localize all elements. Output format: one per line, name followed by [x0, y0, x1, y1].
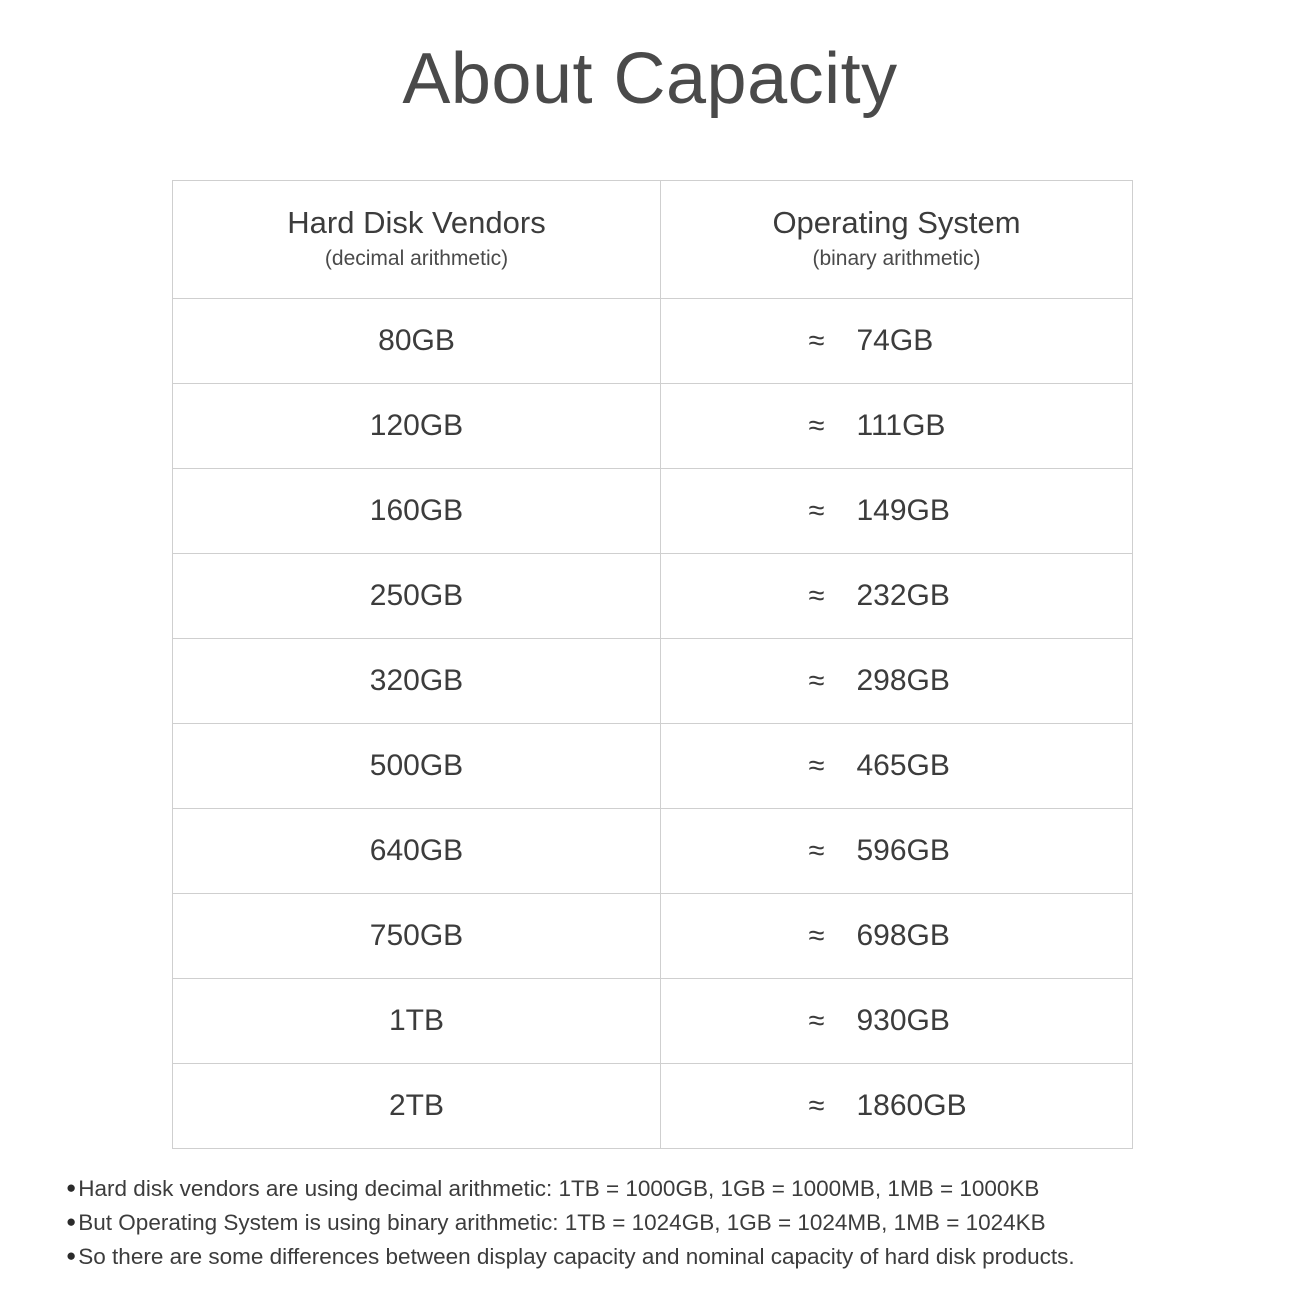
column-header-vendors-sub: (decimal arithmetic) — [324, 247, 509, 271]
capacity-table — [172, 180, 1133, 1149]
approximately-equal-icon: ≈ — [808, 579, 825, 612]
cell-os-capacity — [661, 554, 1133, 639]
cell-vendor-capacity: 160GB — [173, 469, 661, 554]
cell-os-capacity-value: 149GB — [856, 494, 950, 527]
cell-vendor-capacity: 80GB — [173, 299, 661, 384]
table-row — [173, 979, 1133, 1064]
approximately-equal-icon: ≈ — [808, 494, 825, 527]
cell-os-capacity — [661, 1064, 1133, 1149]
note-text: Hard disk vendors are using decimal arithmetic: 1TB = 1000GB, 1GB = 1000MB, 1MB = 1000KB — [78, 1176, 1040, 1201]
approximately-equal-icon: ≈ — [808, 324, 825, 357]
cell-os-capacity-value: 232GB — [856, 579, 950, 612]
cell-os-capacity — [661, 809, 1133, 894]
approximately-equal-icon: ≈ — [808, 409, 825, 442]
notes-list — [66, 1172, 1246, 1275]
page-title: About Capacity — [402, 39, 898, 119]
approximately-equal-icon: ≈ — [808, 919, 825, 952]
note-text: But Operating System is using binary arithmetic: 1TB = 1024GB, 1GB = 1024MB, 1MB = 1024KB — [78, 1210, 1046, 1236]
note-item — [66, 1172, 1246, 1206]
table-header-row — [173, 181, 1133, 299]
cell-os-capacity — [661, 384, 1133, 469]
cell-os-capacity — [661, 299, 1133, 384]
table-row — [173, 384, 1133, 469]
bullet-icon: ● — [66, 1212, 77, 1232]
table-row — [173, 639, 1133, 724]
cell-os-capacity-value: 930GB — [856, 1004, 950, 1037]
table-row — [173, 724, 1133, 809]
cell-os-capacity-value: 1860GB — [856, 1089, 967, 1122]
cell-vendor-capacity: 250GB — [173, 554, 661, 639]
cell-vendor-capacity: 500GB — [173, 724, 661, 809]
cell-os-capacity — [661, 469, 1133, 554]
cell-os-capacity — [661, 724, 1133, 809]
approximately-equal-icon: ≈ — [808, 1089, 825, 1122]
approximately-equal-icon: ≈ — [808, 1004, 825, 1037]
column-header-os-sub: (binary arithmetic) — [812, 247, 981, 271]
column-header-vendors — [173, 181, 661, 299]
column-header-os — [661, 181, 1133, 299]
column-header-os-main: Operating System — [772, 205, 1021, 241]
cell-vendor-capacity: 320GB — [173, 639, 661, 724]
column-header-vendors-main: Hard Disk Vendors — [287, 205, 546, 241]
note-text: So there are some differences between display capacity and nominal capacity of hard disk products. — [78, 1244, 1075, 1270]
approximately-equal-icon: ≈ — [808, 749, 825, 782]
cell-vendor-capacity: 1TB — [173, 979, 661, 1064]
bullet-icon: ● — [66, 1246, 77, 1266]
cell-vendor-capacity: 2TB — [173, 1064, 661, 1149]
cell-vendor-capacity: 120GB — [173, 384, 661, 469]
table-row — [173, 469, 1133, 554]
cell-os-capacity-value: 465GB — [856, 749, 950, 782]
cell-os-capacity-value: 298GB — [856, 664, 950, 697]
note-item — [66, 1240, 1246, 1274]
cell-os-capacity-value: 698GB — [856, 919, 950, 952]
cell-os-capacity-value: 111GB — [856, 409, 946, 442]
table-row — [173, 554, 1133, 639]
approximately-equal-icon: ≈ — [808, 834, 825, 867]
note-item — [66, 1206, 1246, 1240]
cell-os-capacity-value: 596GB — [856, 834, 950, 867]
table-row — [173, 1064, 1133, 1149]
cell-vendor-capacity: 640GB — [173, 809, 661, 894]
cell-os-capacity — [661, 979, 1133, 1064]
bullet-icon: ● — [66, 1178, 77, 1197]
table-row — [173, 894, 1133, 979]
cell-os-capacity — [661, 894, 1133, 979]
table-body — [173, 299, 1133, 1149]
cell-vendor-capacity: 750GB — [173, 894, 661, 979]
cell-os-capacity — [661, 639, 1133, 724]
cell-os-capacity-value: 74GB — [856, 324, 934, 357]
approximately-equal-icon: ≈ — [808, 664, 825, 697]
table-row — [173, 299, 1133, 384]
table-header — [173, 181, 1133, 299]
table-row — [173, 809, 1133, 894]
